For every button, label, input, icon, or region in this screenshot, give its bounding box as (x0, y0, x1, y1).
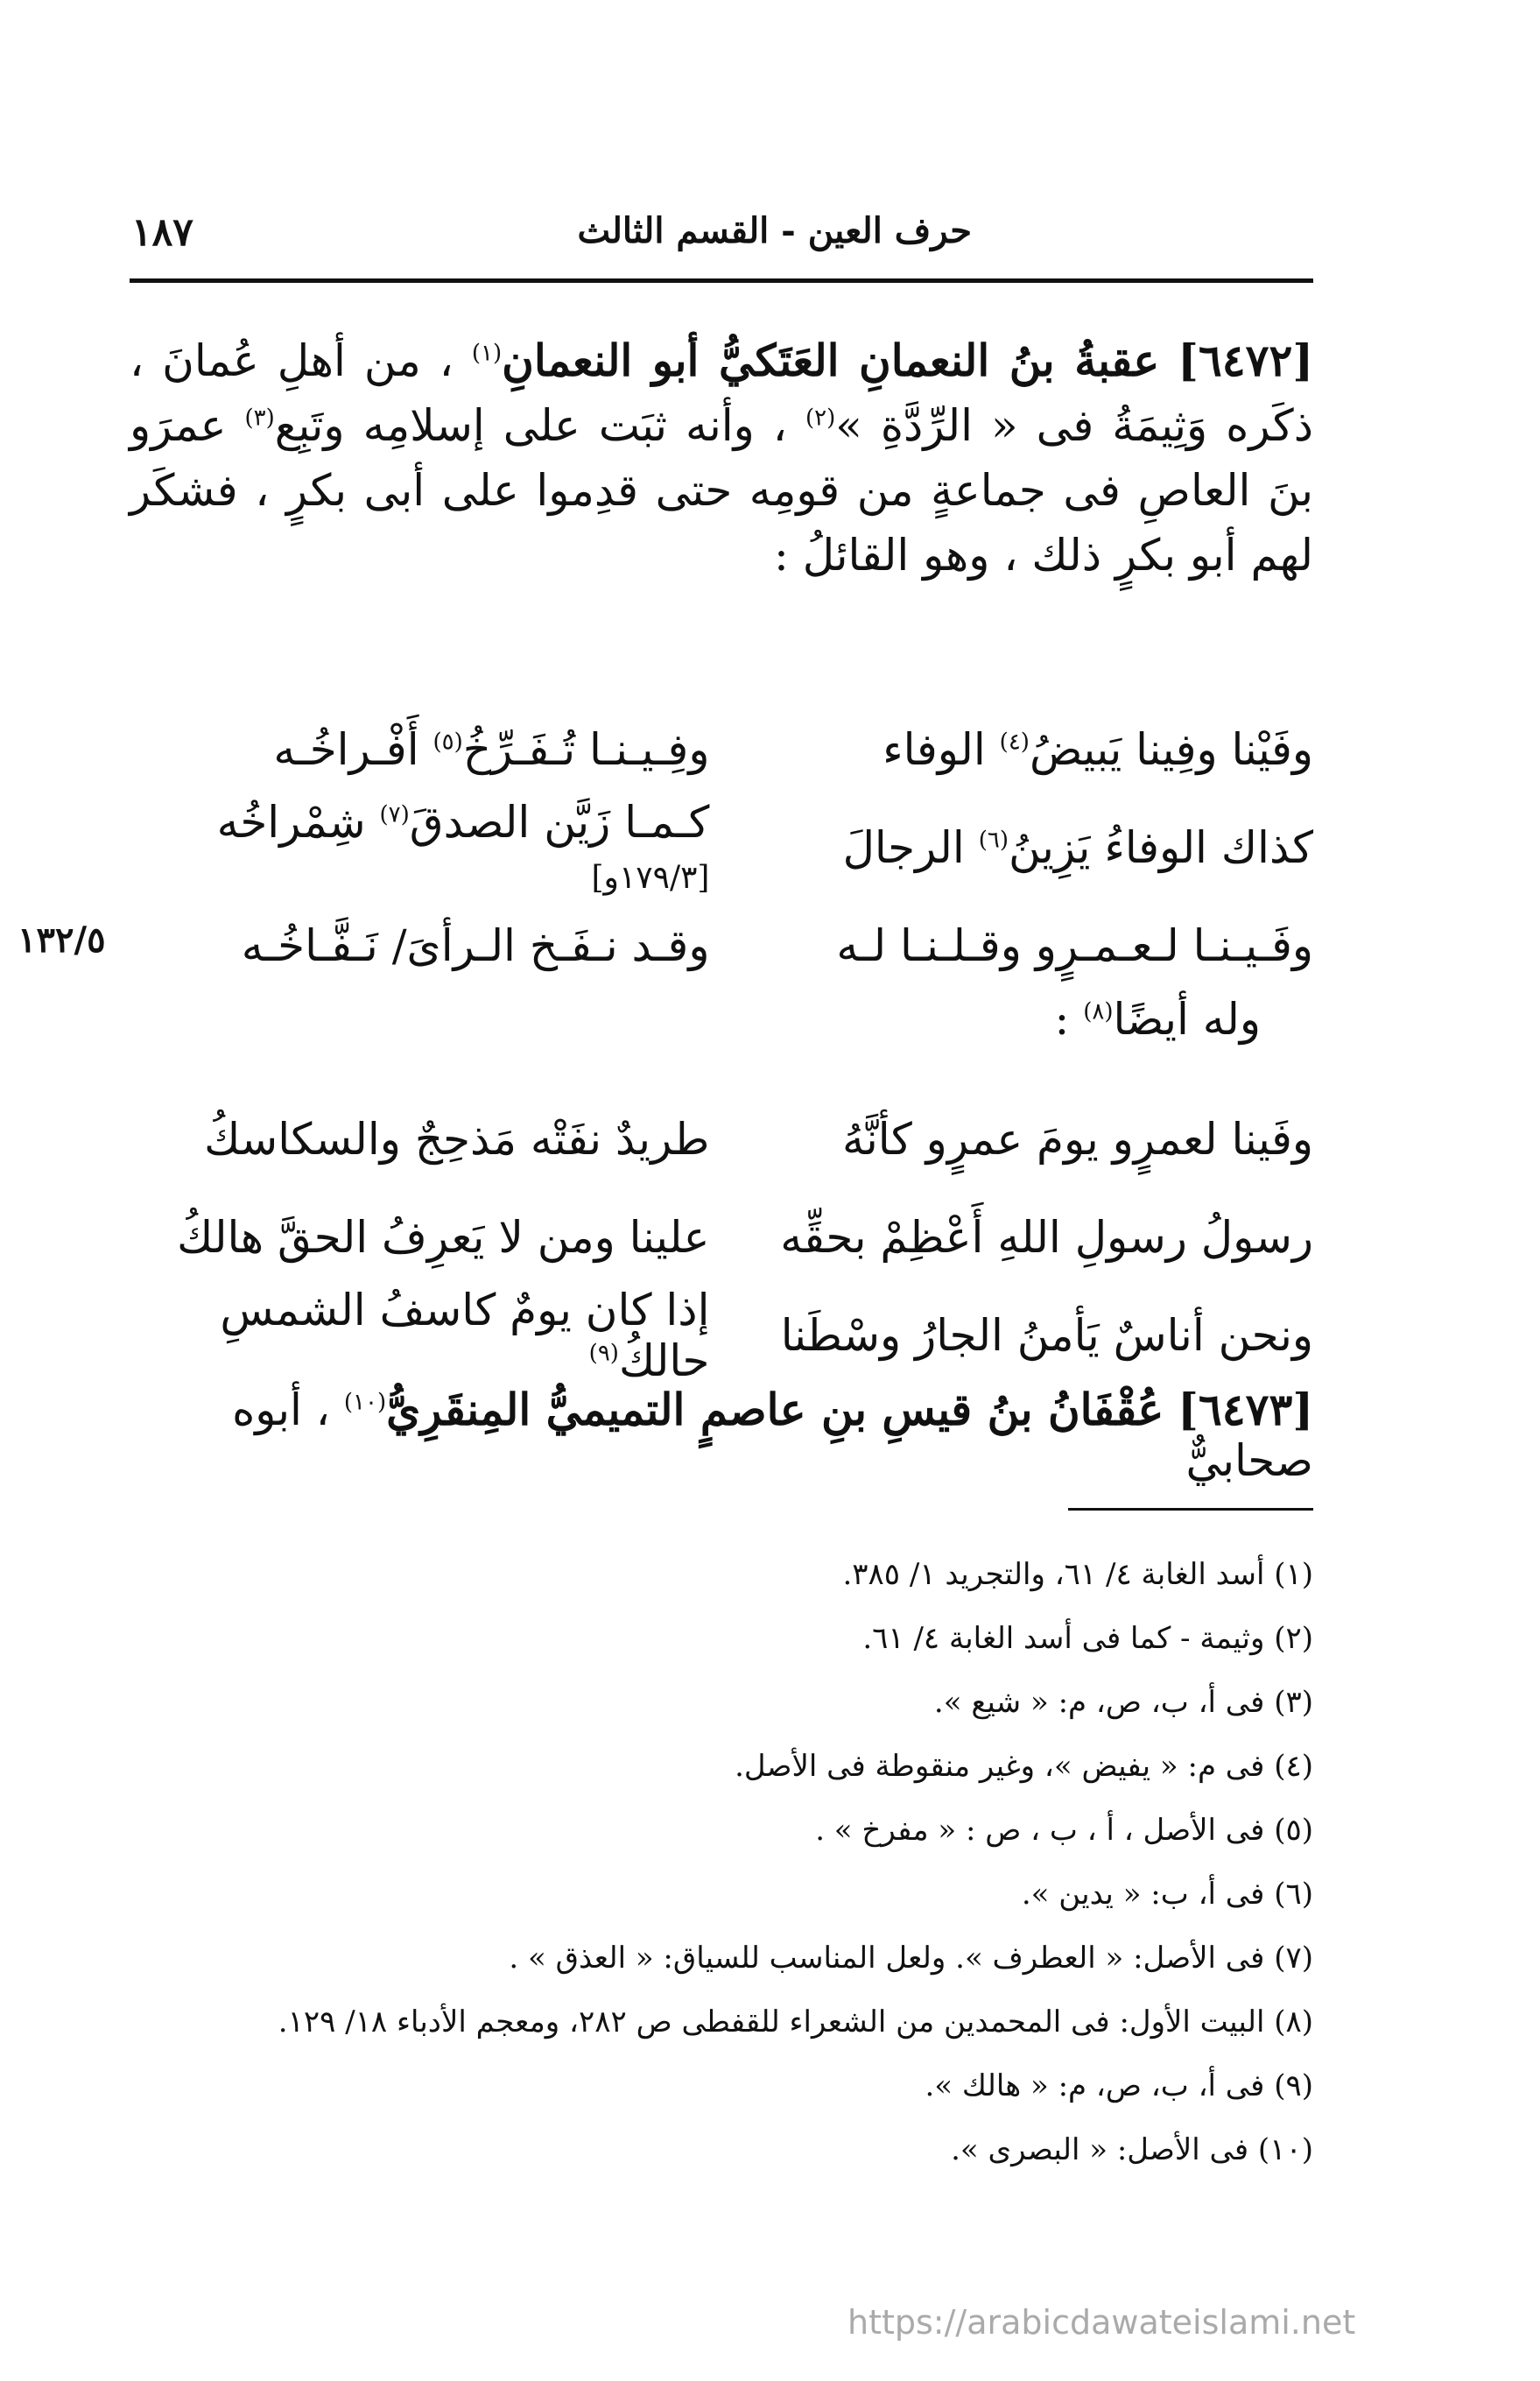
entry-6472 (130, 328, 1313, 588)
entry-6472-paragraph (130, 328, 1313, 588)
margin-volume-page: ١٣٢/٥ (18, 919, 106, 961)
running-head: حرف العين - القسم الثالث (577, 210, 972, 251)
page-number: ١٨٧ (131, 210, 193, 255)
verse-first-hemistich: ونحن أناسٌ يَأمنُ الجارُ وسْطَنا (780, 1310, 1313, 1361)
header-rule (130, 278, 1313, 283)
verse-second-hemistich: وقـد نـفَـخ الـرأىَ/ نَـفَّـاخُـه (241, 920, 710, 971)
entry-text-a: ، من أهلِ عُمانَ ، ذكَره وَثِيمَةُ فى « الرِّدَّةِ » (130, 335, 1313, 451)
verse-row (130, 1188, 1313, 1286)
entry-number: [٦٤٧٣] (1178, 1384, 1313, 1435)
verse-first-hemistich: وفَيْنا وفِينا يَبيضُ$^{(٤)}$ الوفاء (883, 724, 1313, 775)
footnotes-list (130, 1543, 1313, 2182)
footnote-5: (٥) فى الأصل ، أ ، ب ، ص : « مفرخ » . (815, 1813, 1313, 1848)
verse-first-hemistich: وفَـيـنـا لـعـمـرٍو وقـلـنـا لـه (836, 920, 1313, 971)
verse-row (130, 799, 1313, 897)
footnote-ref-1[interactable]: (١) (471, 340, 503, 367)
footnote-ref-5[interactable]: (٥) (432, 729, 463, 756)
footnote-ref-7[interactable]: (٧) (379, 801, 410, 828)
footnote-ref-4[interactable]: (٤) (999, 729, 1030, 756)
footnote-3: (٣) فى أ، ب، ص، م: « شيع ». (933, 1685, 1313, 1720)
verse-second-hemistich: علينا ومن لا يَعرِفُ الحقَّ هالكُ (177, 1212, 710, 1263)
page-header (131, 210, 1313, 271)
footnote-4: (٤) فى م: « يفيض »، وغير منقوطة فى الأصل. (735, 1749, 1313, 1784)
verse-first-hemistich: كذاك الوفاءُ يَزِينُ$^{(٦)}$ الرجالَ (842, 822, 1313, 873)
entry-number: [٦٤٧٢] (1178, 335, 1313, 386)
entry-text: ، أبوه صحابيٌّ (232, 1384, 1313, 1486)
verse-row (130, 701, 1313, 799)
footnote-ref-3[interactable]: (٣) (244, 405, 275, 432)
footnote-7: (٧) فى الأصل: « العطرف ». ولعل المناسب للسياق: « العذق » . (509, 1941, 1313, 1976)
verse-row (130, 1286, 1313, 1384)
entry-6473 (130, 1384, 1313, 1486)
footnote-ref-9[interactable]: (٩) (588, 1340, 619, 1367)
entry-name: عقبةُ بنُ النعمانِ العَتَكيُّ أبو النعمانِ (502, 335, 1160, 386)
footnote-ref-8[interactable]: (٨) (1083, 998, 1114, 1025)
footnote-1: (١) أسد الغابة ٤/ ٦١، والتجريد ١/ ٣٨٥. (842, 1557, 1313, 1592)
also-said-line: وله أيضًا$^{(٨)}$ : (1054, 994, 1261, 1045)
footnote-2: (٢) وثيمة - كما فى أسد الغابة ٤/ ٦١. (862, 1621, 1313, 1656)
watermark-url: https://arabicdawateislami.net (847, 2303, 1356, 2342)
verse-second-hemistich: كـمـا زَيَّن الصدقَ$^{(٧)}$ شِمْراخُه [١٧٩/٣و] (216, 797, 710, 896)
verse-row (130, 897, 1313, 995)
footnote-ref-2[interactable]: (٢) (805, 405, 836, 432)
footnote-8: (٨) البيت الأول: فى المحمدين من الشعراء للقفطى ص ٢٨٢، ومعجم الأدباء ١٨/ ١٢٩. (278, 2004, 1313, 2039)
verse-second-hemistich: وفِـيـنـا تُـفَـرِّخُ$^{(٥)}$ أَفْـراخُـه (273, 724, 710, 775)
verse-second-hemistich: إذا كان يومٌ كاسفُ الشمسِ حالكُ$^{(٩)}$ (220, 1285, 710, 1386)
verse-second-hemistich: طريدٌ نفَتْه مَذحِجٌ والسكاسكُ (204, 1114, 710, 1165)
verse-first-hemistich: رسولُ رسولِ اللهِ أَعْظِمْ بحقِّه (780, 1212, 1313, 1263)
entry-text-c: عمرَو بنَ العاصِ فى جماعةٍ من قومِه حتى قدِموا على أبى بكرٍ ، فشكَر لهم أبو بكرٍ ذلك ، وهو القائلُ : (130, 400, 1313, 581)
footnote-6: (٦) فى أ، ب: « يدين ». (1021, 1877, 1313, 1912)
poem-1 (130, 701, 1313, 995)
footnote-rule (1068, 1508, 1313, 1511)
footnote-9: (٩) فى أ، ب، ص، م: « هالك ». (925, 2068, 1313, 2103)
manuscript-folio-marker: [١٧٩/٣و] (591, 860, 710, 896)
footnote-ref-10[interactable]: (١٠) (343, 1389, 387, 1416)
entry-text-b: ، وأنه ثبَت على إسلامِه وتَبِع (274, 400, 787, 451)
poem-2 (130, 1090, 1313, 1384)
verse-row (130, 1090, 1313, 1188)
footnote-ref-6[interactable]: (٦) (978, 827, 1009, 854)
footnote-10: (١٠) فى الأصل: « البصرى ». (951, 2132, 1313, 2167)
entry-name: عُقْفَانُ بنُ قيسِ بنِ عاصمٍ التميميُّ المِنقَرِيُّ (386, 1384, 1164, 1435)
verse-first-hemistich: وفَينا لعمرٍو يومَ عمرٍو كأنَّهُ (842, 1114, 1313, 1165)
